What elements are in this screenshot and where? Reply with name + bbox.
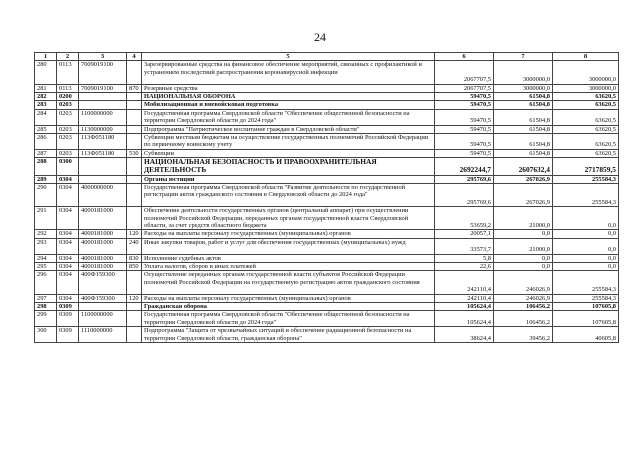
expense-type-cell [127, 158, 142, 175]
target-code-cell: 400Ф159300 [79, 271, 127, 294]
section-code-cell: 0304 [57, 254, 79, 262]
target-code-cell: 4000181000 [79, 263, 127, 271]
header-cell: 8 [553, 53, 619, 61]
target-code-cell: 7009019100 [79, 84, 127, 92]
row-number-cell: 285 [35, 125, 57, 133]
table-row [35, 311, 619, 327]
expense-type-cell: 830 [127, 254, 142, 262]
header-cell: 7 [494, 53, 553, 61]
header-cell: 5 [142, 53, 435, 61]
expense-type-cell [127, 207, 142, 230]
table-row [35, 254, 619, 262]
row-number-cell: 286 [35, 134, 57, 150]
item-name-cell: НАЦИОНАЛЬНАЯ ОБОРОНА [142, 93, 435, 101]
item-name-cell: Расходы на выплаты персоналу государственных (муниципальных) органов [142, 230, 435, 238]
target-code-cell: 1100000000 [79, 311, 127, 327]
amount-year3-cell: 0,0 [553, 263, 619, 271]
table-row [35, 263, 619, 271]
item-name-cell: Исполнение судебных актов [142, 254, 435, 262]
target-code-cell [79, 303, 127, 311]
amount-year1-cell: 20057,1 [435, 230, 494, 238]
target-code-cell: 113Ф051180 [79, 149, 127, 157]
amount-year2-cell: 267026,9 [494, 184, 553, 207]
item-name-cell: НАЦИОНАЛЬНАЯ БЕЗОПАСНОСТЬ И ПРАВООХРАНИТЕЛЬНАЯ ДЕЯТЕЛЬНОСТЬ [142, 158, 435, 175]
item-name-cell: Осуществление переданных органам государственной власти субъектов Российской Федерации полномочий Российской Федерации на государственную регистрацию актов гражданского состояния [142, 271, 435, 294]
table-row [35, 84, 619, 92]
amount-year1-cell: 22,6 [435, 263, 494, 271]
header-cell: 2 [57, 53, 79, 61]
table-row [35, 61, 619, 84]
target-code-cell: 1130000000 [79, 125, 127, 133]
item-name-cell: Обеспечение деятельности государственных органов (центральный аппарат) при осуществлении полномочий Российской Федерации, переданных органам государственной власти Свердловской области, за счет средств областного бюджета [142, 207, 435, 230]
amount-year2-cell: 61504,8 [494, 134, 553, 150]
amount-year3-cell: 0,0 [553, 238, 619, 254]
table-row [35, 294, 619, 302]
item-name-cell: Резервные средства [142, 84, 435, 92]
table-row [35, 271, 619, 294]
amount-year1-cell: 295769,6 [435, 184, 494, 207]
expense-type-cell: 870 [127, 84, 142, 92]
table-row [35, 184, 619, 207]
header-cell: 6 [435, 53, 494, 61]
section-code-cell: 0113 [57, 84, 79, 92]
item-name-cell: Органы юстиции [142, 175, 435, 183]
amount-year2-cell: 61504,8 [494, 149, 553, 157]
row-number-cell: 299 [35, 311, 57, 327]
section-code-cell: 0304 [57, 238, 79, 254]
table-row [35, 101, 619, 109]
item-name-cell: Подпрограмма "Защита от чрезвычайных ситуаций и обеспечение радиационной безопасности на территории Свердловской области, гражданская оборона" [142, 327, 435, 343]
target-code-cell: 113Ф051180 [79, 134, 127, 150]
amount-year2-cell: 2607632,4 [494, 158, 553, 175]
amount-year3-cell: 255584,3 [553, 271, 619, 294]
section-code-cell: 0203 [57, 125, 79, 133]
expense-type-cell [127, 175, 142, 183]
section-code-cell: 0309 [57, 303, 79, 311]
target-code-cell [79, 175, 127, 183]
row-number-cell: 298 [35, 303, 57, 311]
item-name-cell: Мобилизационная и вневойсковая подготовка [142, 101, 435, 109]
amount-year1-cell: 38624,4 [435, 327, 494, 343]
header-row [35, 53, 619, 61]
target-code-cell: 1110000000 [79, 327, 127, 343]
amount-year3-cell: 2717859,5 [553, 158, 619, 175]
row-number-cell: 294 [35, 254, 57, 262]
row-number-cell: 281 [35, 84, 57, 92]
expense-type-cell: 240 [127, 238, 142, 254]
amount-year1-cell: 59470,5 [435, 125, 494, 133]
amount-year2-cell: 21000,0 [494, 207, 553, 230]
section-code-cell: 0203 [57, 149, 79, 157]
target-code-cell: 7009019100 [79, 61, 127, 84]
section-code-cell: 0304 [57, 175, 79, 183]
amount-year3-cell: 63620,5 [553, 134, 619, 150]
section-code-cell: 0304 [57, 263, 79, 271]
amount-year1-cell: 295769,6 [435, 175, 494, 183]
section-code-cell: 0309 [57, 311, 79, 327]
row-number-cell: 293 [35, 238, 57, 254]
table-body [35, 61, 619, 343]
amount-year1-cell: 59470,5 [435, 93, 494, 101]
amount-year1-cell: 59470,5 [435, 134, 494, 150]
amount-year3-cell: 0,0 [553, 254, 619, 262]
item-name-cell: Расходы на выплаты персоналу государственных (муниципальных) органов [142, 294, 435, 302]
table-row [35, 175, 619, 183]
table-row [35, 207, 619, 230]
section-code-cell: 0203 [57, 134, 79, 150]
amount-year2-cell: 61504,8 [494, 109, 553, 125]
target-code-cell: 4000000000 [79, 184, 127, 207]
item-name-cell: Государственная программа Свердловской области "Обеспечение общественной безопасности на территории Свердловской области до 2024 года" [142, 311, 435, 327]
expense-type-cell [127, 134, 142, 150]
amount-year2-cell: 61504,8 [494, 101, 553, 109]
amount-year1-cell: 59470,5 [435, 109, 494, 125]
section-code-cell: 0200 [57, 93, 79, 101]
row-number-cell: 300 [35, 327, 57, 343]
item-name-cell: Государственная программа Свердловской области "Обеспечение общественной безопасности на территории Свердловской области до 2024 года" [142, 109, 435, 125]
amount-year2-cell: 106456,2 [494, 311, 553, 327]
budget-table [34, 52, 619, 343]
amount-year3-cell: 63620,5 [553, 93, 619, 101]
amount-year1-cell: 5,8 [435, 254, 494, 262]
amount-year2-cell: 0,0 [494, 230, 553, 238]
row-number-cell: 284 [35, 109, 57, 125]
item-name-cell: Подпрограмма "Патриотическое воспитание граждан в Свердловской области" [142, 125, 435, 133]
expense-type-cell [127, 101, 142, 109]
item-name-cell: Уплата налогов, сборов и иных платежей [142, 263, 435, 271]
table-row [35, 158, 619, 175]
table-row [35, 109, 619, 125]
page-number: 24 [314, 30, 326, 44]
expense-type-cell [127, 93, 142, 101]
row-number-cell: 295 [35, 263, 57, 271]
row-number-cell: 280 [35, 61, 57, 84]
expense-type-cell [127, 271, 142, 294]
amount-year3-cell: 255584,3 [553, 175, 619, 183]
amount-year3-cell: 3000000,0 [553, 84, 619, 92]
section-code-cell: 0304 [57, 207, 79, 230]
expense-type-cell [127, 184, 142, 207]
amount-year1-cell: 33573,7 [435, 238, 494, 254]
amount-year3-cell: 0,0 [553, 207, 619, 230]
amount-year2-cell: 246026,9 [494, 294, 553, 302]
amount-year2-cell: 106456,2 [494, 303, 553, 311]
expense-type-cell [127, 109, 142, 125]
amount-year3-cell: 63620,5 [553, 149, 619, 157]
amount-year2-cell: 39456,2 [494, 327, 553, 343]
amount-year1-cell: 105624,4 [435, 303, 494, 311]
section-code-cell: 0300 [57, 158, 79, 175]
amount-year2-cell: 3000000,0 [494, 61, 553, 84]
target-code-cell: 4000181000 [79, 207, 127, 230]
amount-year2-cell: 246026,9 [494, 271, 553, 294]
table-row [35, 93, 619, 101]
section-code-cell: 0309 [57, 327, 79, 343]
amount-year3-cell: 255584,3 [553, 294, 619, 302]
expense-type-cell [127, 61, 142, 84]
amount-year2-cell: 267026,9 [494, 175, 553, 183]
expense-type-cell: 120 [127, 294, 142, 302]
item-name-cell: Гражданская оборона [142, 303, 435, 311]
amount-year1-cell: 105624,4 [435, 311, 494, 327]
amount-year3-cell: 63620,5 [553, 109, 619, 125]
section-code-cell: 0304 [57, 230, 79, 238]
amount-year1-cell: 59470,5 [435, 149, 494, 157]
target-code-cell: 4000181000 [79, 238, 127, 254]
amount-year1-cell: 53659,2 [435, 207, 494, 230]
section-code-cell: 0203 [57, 101, 79, 109]
amount-year2-cell: 3000000,0 [494, 84, 553, 92]
row-number-cell: 296 [35, 271, 57, 294]
amount-year2-cell: 0,0 [494, 254, 553, 262]
expense-type-cell [127, 311, 142, 327]
section-code-cell: 0113 [57, 61, 79, 84]
amount-year3-cell: 0,0 [553, 230, 619, 238]
header-cell: 4 [127, 53, 142, 61]
expense-type-cell [127, 125, 142, 133]
target-code-cell: 4000181000 [79, 230, 127, 238]
amount-year3-cell: 255584,3 [553, 184, 619, 207]
expense-type-cell [127, 327, 142, 343]
amount-year2-cell: 21000,0 [494, 238, 553, 254]
row-number-cell: 297 [35, 294, 57, 302]
section-code-cell: 0304 [57, 184, 79, 207]
amount-year3-cell: 63620,5 [553, 101, 619, 109]
amount-year2-cell: 61504,8 [494, 125, 553, 133]
expense-type-cell: 120 [127, 230, 142, 238]
amount-year3-cell: 107605,8 [553, 311, 619, 327]
row-number-cell: 289 [35, 175, 57, 183]
table-row [35, 125, 619, 133]
amount-year2-cell: 0,0 [494, 263, 553, 271]
target-code-cell: 1100000000 [79, 109, 127, 125]
target-code-cell [79, 158, 127, 175]
target-code-cell [79, 93, 127, 101]
row-number-cell: 282 [35, 93, 57, 101]
item-name-cell: Зарезервированные средства на финансовое обеспечение мероприятий, связанных с профилактикой и устранением последствий распространения коронавирусной инфекции [142, 61, 435, 84]
expense-type-cell: 530 [127, 149, 142, 157]
table-row [35, 238, 619, 254]
item-name-cell: Государственная программа Свердловской области "Развитие деятельности по государственной регистрации актов гражданского состояния в Свердловской области до 2024 года" [142, 184, 435, 207]
amount-year1-cell: 2692244,7 [435, 158, 494, 175]
row-number-cell: 287 [35, 149, 57, 157]
table-row [35, 303, 619, 311]
amount-year1-cell: 2067707,5 [435, 84, 494, 92]
target-code-cell [79, 101, 127, 109]
row-number-cell: 292 [35, 230, 57, 238]
amount-year2-cell: 61504,8 [494, 93, 553, 101]
section-code-cell: 0304 [57, 271, 79, 294]
amount-year1-cell: 59470,5 [435, 101, 494, 109]
row-number-cell: 288 [35, 158, 57, 175]
amount-year1-cell: 242110,4 [435, 294, 494, 302]
item-name-cell: Иные закупки товаров, работ и услуг для обеспечения государственных (муниципальных) нужд [142, 238, 435, 254]
header-cell: 1 [35, 53, 57, 61]
amount-year1-cell: 242110,4 [435, 271, 494, 294]
row-number-cell: 291 [35, 207, 57, 230]
section-code-cell: 0203 [57, 109, 79, 125]
amount-year3-cell: 63620,5 [553, 125, 619, 133]
amount-year3-cell: 40605,8 [553, 327, 619, 343]
item-name-cell: Субвенции местным бюджетам на осуществление государственных полномочий Российской Федерации по первичному воинскому учету [142, 134, 435, 150]
target-code-cell: 4000181000 [79, 254, 127, 262]
table-row [35, 327, 619, 343]
target-code-cell: 400Ф159300 [79, 294, 127, 302]
amount-year1-cell: 2067707,5 [435, 61, 494, 84]
table-row [35, 134, 619, 150]
table-row [35, 149, 619, 157]
amount-year3-cell: 107605,8 [553, 303, 619, 311]
expense-type-cell [127, 303, 142, 311]
row-number-cell: 283 [35, 101, 57, 109]
item-name-cell: Субвенции [142, 149, 435, 157]
row-number-cell: 290 [35, 184, 57, 207]
header-cell: 3 [79, 53, 127, 61]
expense-type-cell: 850 [127, 263, 142, 271]
section-code-cell: 0304 [57, 294, 79, 302]
table-row [35, 230, 619, 238]
amount-year3-cell: 3000000,0 [553, 61, 619, 84]
